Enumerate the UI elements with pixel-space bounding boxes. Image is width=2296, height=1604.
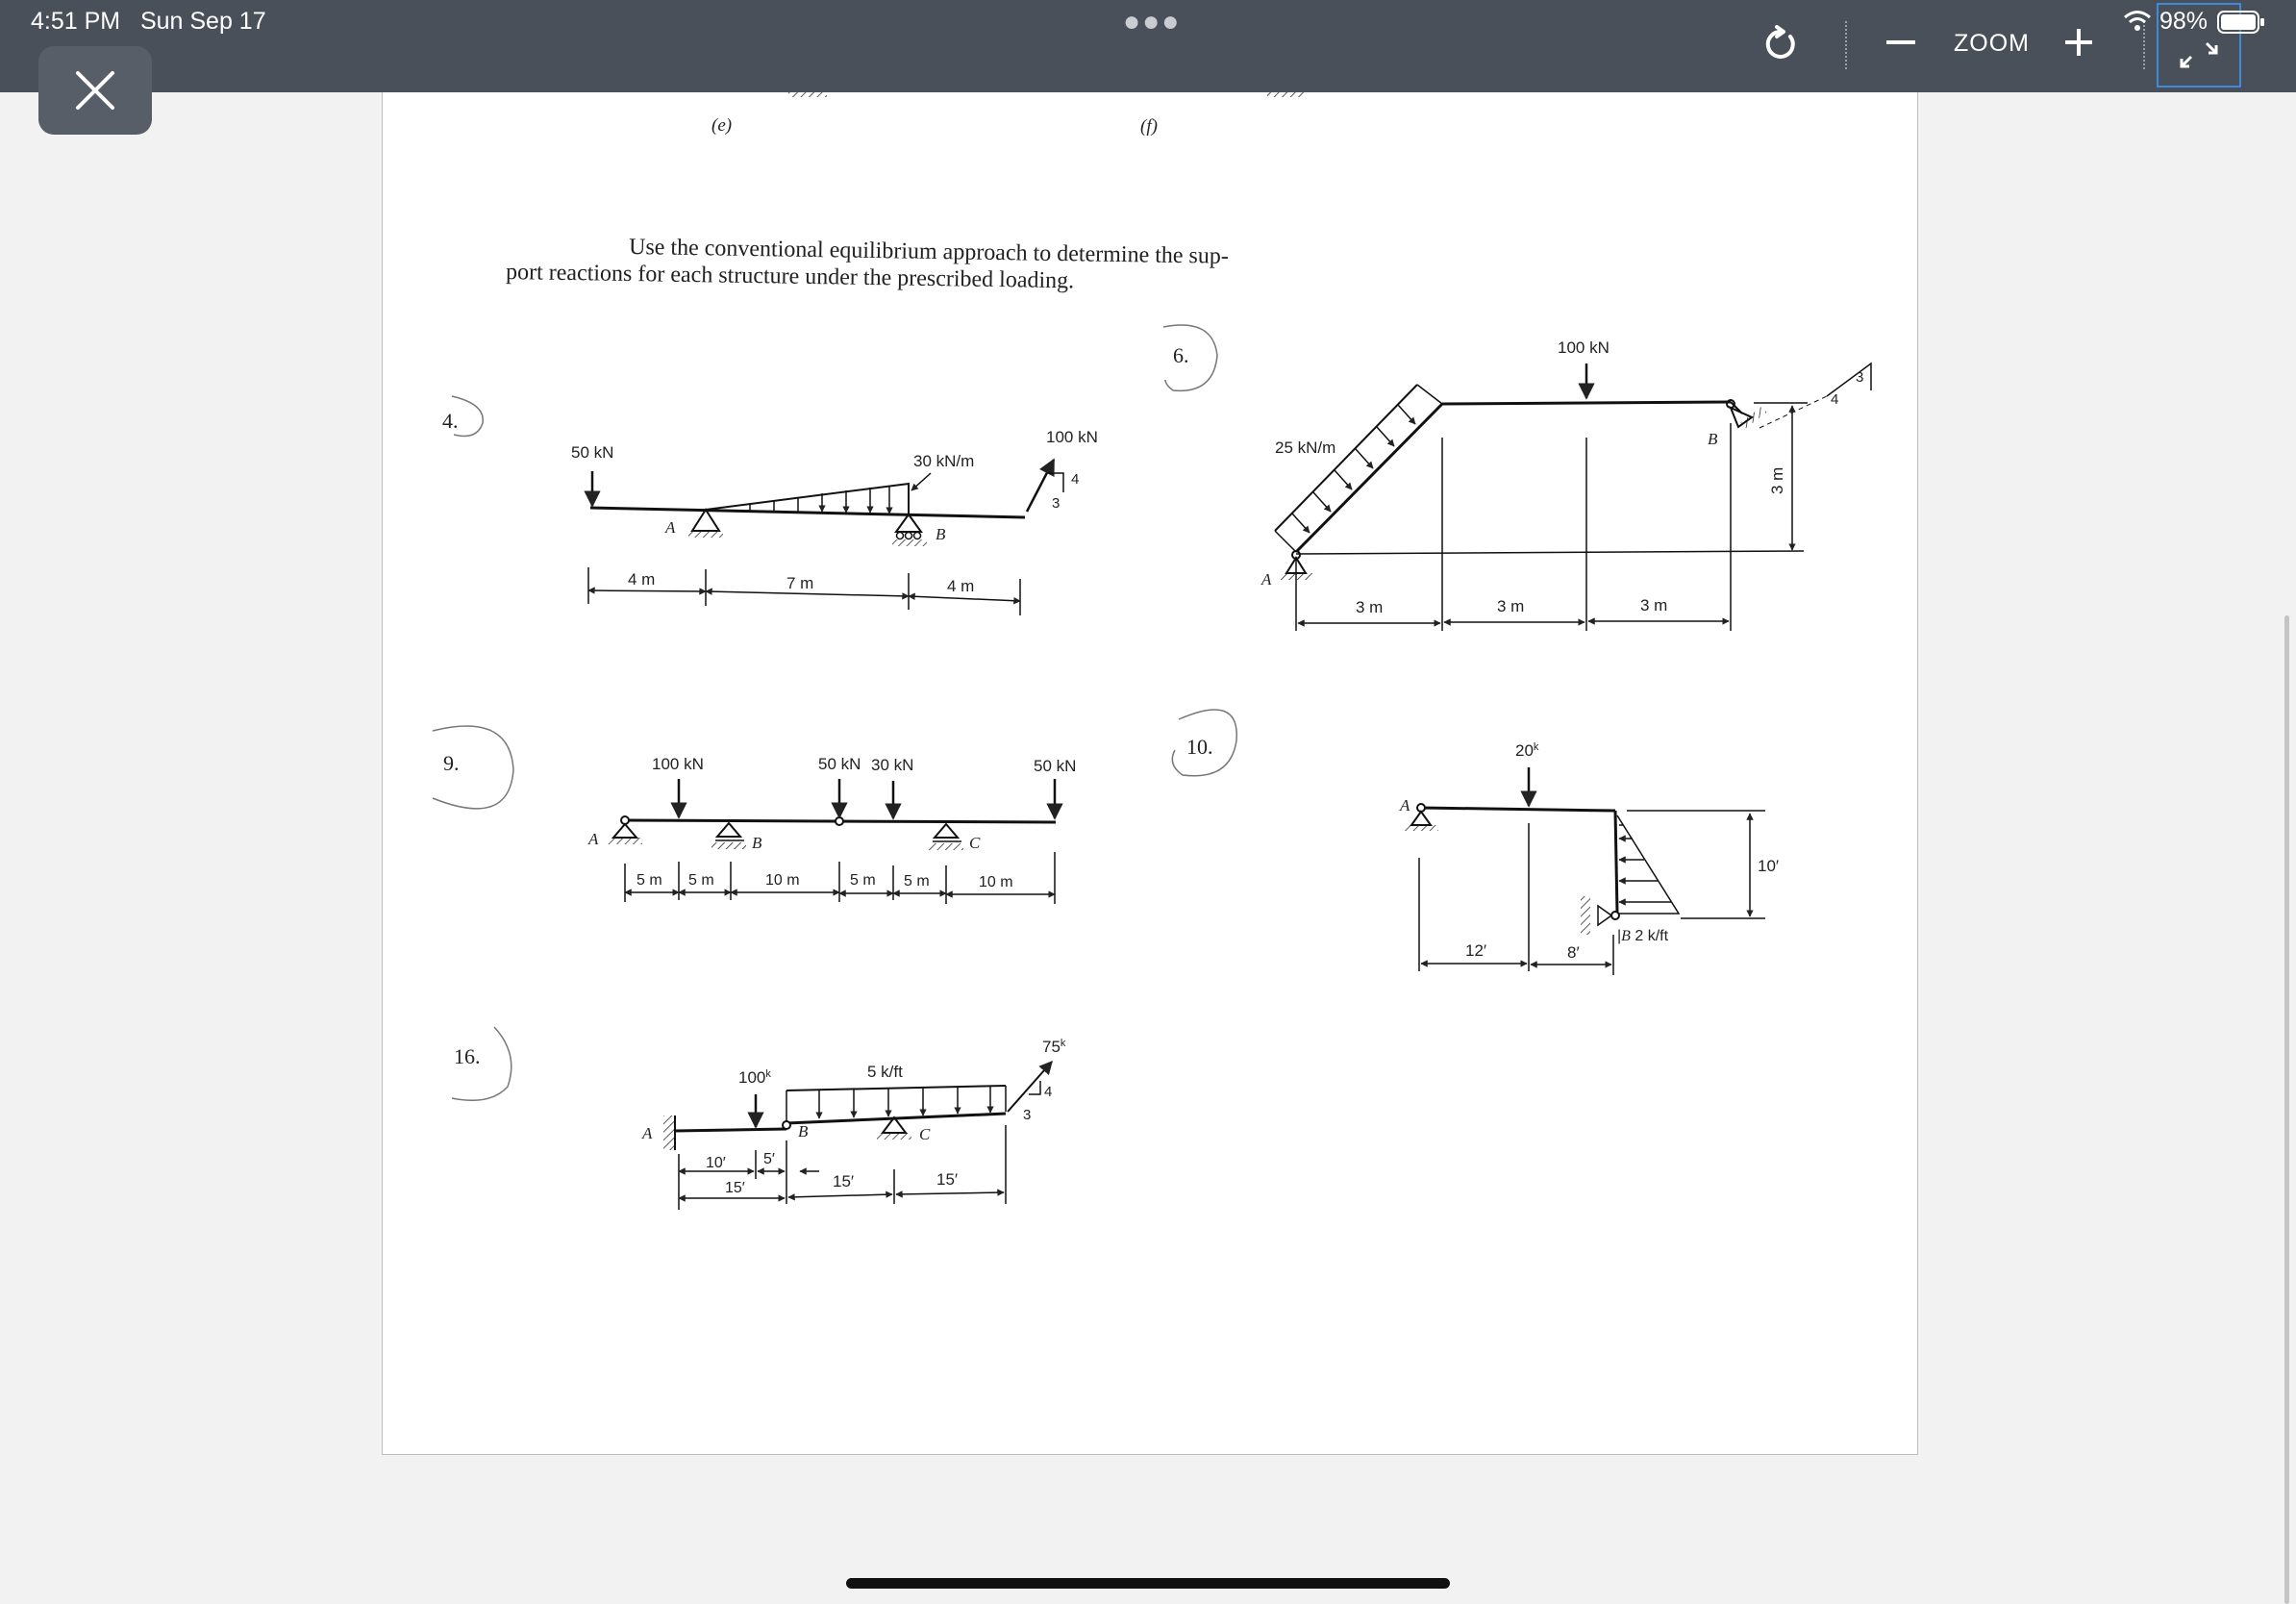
battery-percent: 98% [2159, 8, 2209, 35]
scrollbar[interactable] [2284, 615, 2289, 1604]
p6-load-label: 100 kN [1558, 338, 1610, 357]
p6-dim-1: 3 m [1356, 598, 1384, 616]
p4-dim-3: 4 m [947, 577, 975, 595]
p9-dim: 5 m [688, 872, 714, 889]
p6-dim-3: 3 m [1640, 596, 1668, 614]
problem-9-diagram [433, 726, 1076, 904]
p10-support-b: |B 2 k/ft [1617, 928, 1669, 944]
p9-dim: 5 m [850, 872, 876, 889]
p6-support-a: A [1261, 570, 1272, 589]
p16-load-1-unit: k [765, 1068, 771, 1080]
p4-dim-1: 4 m [628, 570, 656, 589]
p10-load [1515, 741, 1539, 760]
p16-dist-load: 5 k/ft [867, 1063, 903, 1081]
p10-load-unit: k [1533, 741, 1539, 753]
p4-support-a: A [665, 518, 676, 537]
p10-dim-1: 12′ [1465, 941, 1487, 960]
problem-number: 9. [443, 751, 460, 775]
instruction-line-1: Use the conventional equilibrium approach to determine the sup- [628, 235, 1230, 269]
p4-load-left-label: 50 kN [571, 443, 614, 462]
problem-4-diagram [442, 396, 1098, 615]
p16-load-1-value: 100 [738, 1068, 766, 1087]
p10-support-a: A [1400, 796, 1410, 815]
p6-slope-4: 4 [1831, 391, 1839, 408]
p16-dim-d: 15′ [833, 1172, 855, 1190]
p10-dim-2: 8′ [1567, 943, 1580, 962]
p9-load-3: 30 kN [871, 756, 914, 774]
p9-support-c: C [969, 834, 981, 852]
figure-label-e: (e) [711, 115, 733, 136]
p9-load-2: 50 kN [818, 755, 861, 773]
p16-load-1 [738, 1068, 771, 1087]
p9-dim: 10 m [979, 874, 1013, 890]
status-date: Sun Sep 17 [139, 8, 266, 35]
p16-load-2 [1042, 1038, 1066, 1056]
problem-16-diagram [452, 1027, 1066, 1210]
p6-slope-3: 3 [1856, 369, 1864, 386]
p9-dim: 5 m [636, 872, 662, 889]
home-indicator[interactable] [846, 1578, 1450, 1589]
p6-dim-2: 3 m [1497, 597, 1525, 615]
p4-dist-load-label: 30 kN/m [913, 452, 975, 470]
p16-load-2-value: 75 [1042, 1038, 1061, 1056]
problem-10-diagram [1172, 710, 1779, 975]
p10-dist-load: 2 k/ft [1635, 928, 1669, 944]
p10-height: 10′ [1758, 857, 1780, 875]
p9-dim: 5 m [904, 873, 930, 890]
p10-support-b-label: B [1621, 928, 1631, 944]
p4-slope-3: 3 [1052, 495, 1061, 512]
p4-load-right-label: 100 kN [1046, 428, 1098, 446]
p6-support-b: B [1708, 430, 1718, 448]
p16-slope-3: 3 [1023, 1107, 1032, 1123]
p9-load-1: 100 kN [652, 755, 704, 773]
p16-load-2-unit: k [1060, 1038, 1066, 1049]
instruction-line-2: port reactions for each structure under the prescribed loading. [505, 260, 1075, 294]
p9-dim: 10 m [765, 872, 800, 889]
p16-dim-e: 15′ [936, 1170, 959, 1189]
p4-dim-2: 7 m [786, 574, 814, 592]
p10-load-value: 20 [1515, 741, 1534, 760]
p16-support-b: B [798, 1122, 809, 1140]
problem-6-diagram [1163, 325, 1871, 631]
figure-label-f: (f) [1140, 116, 1158, 137]
p6-dist-load-label: 25 kN/m [1275, 439, 1336, 457]
problem-number: 6. [1173, 343, 1189, 367]
p16-support-a: A [642, 1124, 653, 1142]
zoom-label: ZOOM [1954, 30, 2030, 57]
p4-support-b: B [936, 525, 946, 543]
p16-dim-c: 15′ [725, 1180, 745, 1196]
problem-number: 16. [454, 1044, 481, 1068]
ellipsis-icon[interactable]: ●●● [1123, 6, 1182, 38]
problem-number: 4. [442, 409, 459, 433]
p9-load-4: 50 kN [1034, 757, 1077, 775]
p9-support-b: B [752, 834, 762, 852]
p6-height: 3 m [1768, 466, 1786, 494]
p4-slope-4: 4 [1071, 471, 1080, 488]
problem-number: 10. [1186, 735, 1213, 759]
p16-slope-4: 4 [1044, 1084, 1053, 1100]
status-time: 4:51 PM Sun Sep 17 [31, 8, 266, 35]
p16-support-c: C [919, 1125, 931, 1143]
p9-support-a: A [588, 830, 599, 848]
p16-dim-a: 10′ [706, 1155, 726, 1171]
p16-dim-b: 5′ [763, 1151, 775, 1167]
